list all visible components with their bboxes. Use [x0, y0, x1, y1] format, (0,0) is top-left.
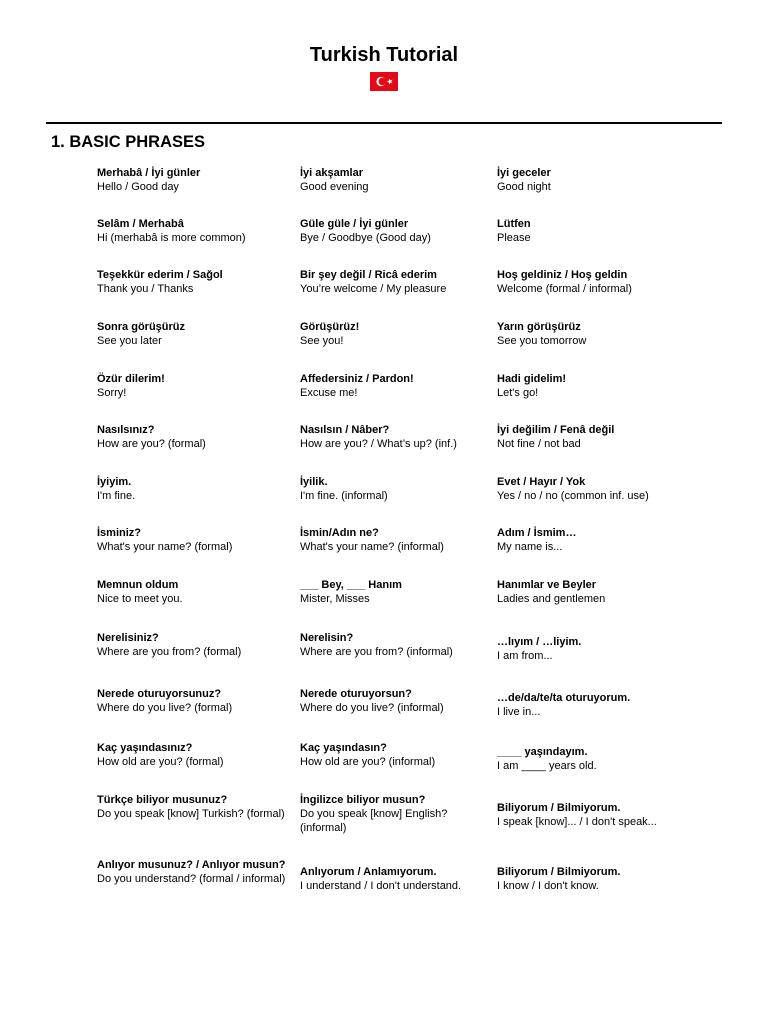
phrase-entry [97, 372, 287, 400]
phrase-english: Do you understand? (formal / informal) [97, 873, 286, 885]
phrase-english: I'm fine. [97, 490, 136, 502]
phrase-entry [300, 475, 490, 503]
phrase-turkish: Nasılsın / Nâber? [300, 424, 390, 436]
phrase-entry [300, 578, 490, 606]
phrase-english: How old are you? (informal) [300, 756, 436, 768]
phrase-turkish: Anlıyor musunuz? / Anlıyor musun? [97, 859, 286, 871]
phrase-english: Hello / Good day [97, 181, 179, 193]
phrase-turkish: İyilik. [300, 476, 328, 488]
phrase-entry [497, 217, 687, 245]
phrase-entry [300, 865, 490, 893]
phrase-turkish: İngilizce biliyor musun? [300, 794, 426, 806]
phrase-turkish: Affedersiniz / Pardon! [300, 373, 414, 385]
phrase-entry [97, 578, 287, 606]
phrase-entry [97, 320, 287, 348]
phrase-turkish: Biliyorum / Bilmiyorum. [497, 802, 621, 814]
phrase-english: What's your name? (formal) [97, 541, 233, 553]
phrase-entry [97, 793, 287, 821]
phrase-turkish: Kaç yaşındasınız? [97, 742, 193, 754]
phrase-entry [497, 691, 687, 719]
phrase-english: See you later [97, 335, 162, 347]
document-title: Turkish Tutorial [309, 44, 459, 66]
phrase-entry [300, 372, 490, 400]
phrase-entry [97, 687, 287, 715]
phrase-english: How are you? / What’s up? (inf.) [300, 438, 457, 450]
phrase-turkish: Hoş geldiniz / Hoş geldin [497, 269, 628, 281]
phrase-english: I am ____ years old. [497, 760, 597, 772]
phrase-turkish: Selâm / Merhabâ [97, 218, 184, 230]
phrase-turkish: İyi akşamlar [300, 167, 363, 179]
phrase-turkish: Nerelisin? [300, 632, 354, 644]
phrase-entry [497, 578, 687, 606]
phrase-entry [97, 631, 287, 659]
phrase-entry [97, 268, 287, 296]
phrase-english: You’re welcome / My pleasure [300, 283, 447, 295]
phrase-english: Do you speak [know] English? (informal) [300, 808, 448, 834]
phrase-english: Thank you / Thanks [97, 283, 194, 295]
phrase-turkish: Biliyorum / Bilmiyorum. [497, 866, 621, 878]
phrase-turkish: Bir şey değil / Ricâ ederim [300, 269, 437, 281]
phrase-entry [300, 687, 490, 715]
phrase-turkish: Güle güle / İyi günler [300, 218, 409, 230]
phrase-entry [497, 475, 687, 503]
phrase-english: Mister, Misses [300, 593, 370, 605]
phrase-english: Ladies and gentlemen [497, 593, 606, 605]
phrase-english: How old are you? (formal) [97, 756, 224, 768]
phrase-turkish: Özür dilerim! [97, 373, 165, 385]
phrase-entry [300, 423, 490, 451]
phrase-english: I understand / I don't understand. [300, 880, 462, 892]
phrase-english: Where are you from? (formal) [97, 646, 242, 658]
phrase-entry [497, 865, 687, 893]
phrase-turkish: İyi geceler [497, 167, 551, 179]
phrase-entry [300, 741, 490, 769]
phrase-entry [97, 166, 287, 194]
phrase-english: My name is... [497, 541, 563, 553]
phrase-turkish: …de/da/te/ta oturuyorum. [497, 692, 631, 704]
phrase-turkish: İyiyim. [97, 476, 132, 488]
phrase-entry [300, 217, 490, 245]
phrase-entry [97, 741, 287, 769]
phrase-turkish: ____ yaşındayım. [497, 746, 588, 758]
turkish-flag-icon [370, 72, 398, 91]
phrase-entry [300, 793, 490, 835]
phrase-entry [497, 526, 687, 554]
phrase-entry [497, 320, 687, 348]
phrase-turkish: Teşekkür ederim / Sağol [97, 269, 223, 281]
phrase-english: Where are you from? (informal) [300, 646, 453, 658]
header-divider [46, 122, 722, 124]
phrase-turkish: Nasılsınız? [97, 424, 155, 436]
phrase-turkish: Adım / İsmim… [497, 527, 577, 539]
phrase-english: What's your name? (informal) [300, 541, 444, 553]
phrase-turkish: Nerelisiniz? [97, 632, 159, 644]
phrase-english: Good night [497, 181, 551, 193]
phrase-english: Let's go! [497, 387, 539, 399]
phrase-entry [497, 268, 687, 296]
phrase-english: Sorry! [97, 387, 127, 399]
phrase-english: Hi (merhabâ is more common) [97, 232, 246, 244]
phrase-english: Nice to meet you. [97, 593, 183, 605]
phrase-english: Where do you live? (formal) [97, 702, 233, 714]
phrase-entry [97, 423, 287, 451]
phrase-turkish: Merhabâ / İyi günler [97, 167, 201, 179]
phrase-entry [97, 526, 287, 554]
phrase-turkish: ___ Bey, ___ Hanım [300, 579, 402, 591]
phrase-english: Excuse me! [300, 387, 358, 399]
phrase-turkish: Sonra görüşürüz [97, 321, 186, 333]
phrase-entry [497, 166, 687, 194]
phrase-entry [497, 801, 687, 829]
phrase-turkish: Memnun oldum [97, 579, 179, 591]
phrase-english: Good evening [300, 181, 369, 193]
phrase-turkish: Kaç yaşındasın? [300, 742, 387, 754]
phrase-turkish: Hanımlar ve Beyler [497, 579, 597, 591]
phrase-turkish: Nerede oturuyorsunuz? [97, 688, 222, 700]
phrase-english: Not fine / not bad [497, 438, 581, 450]
phrase-entry [497, 423, 687, 451]
section-heading: 1. BASIC PHRASES [51, 133, 206, 151]
phrase-turkish: Hadi gidelim! [497, 373, 567, 385]
phrase-english: I live in... [497, 706, 541, 718]
phrase-english: Bye / Goodbye (Good day) [300, 232, 431, 244]
phrase-entry [300, 268, 490, 296]
phrase-turkish: Anlıyorum / Anlamıyorum. [300, 866, 437, 878]
phrase-turkish: İsminiz? [97, 527, 142, 539]
phrase-turkish: İsmin/Adın ne? [300, 527, 379, 539]
phrase-entry [300, 631, 490, 659]
phrase-english: Where do you live? (informal) [300, 702, 444, 714]
phrase-entry [300, 526, 490, 554]
phrase-english: I know / I don't know. [497, 880, 599, 892]
phrase-entry [300, 166, 490, 194]
phrase-english: I speak [know]... / I don't speak... [497, 816, 657, 828]
phrase-english: See you tomorrow [497, 335, 587, 347]
phrase-english: Welcome (formal / informal) [497, 283, 632, 295]
phrase-turkish: Türkçe biliyor musunuz? [97, 794, 228, 806]
phrase-turkish: İyi değilim / Fenâ değil [497, 424, 615, 436]
phrase-english: Yes / no / no (common inf. use) [497, 490, 649, 502]
phrase-entry [97, 217, 287, 245]
phrase-english: I am from... [497, 650, 553, 662]
phrase-english: Do you speak [know] Turkish? (formal) [97, 808, 285, 820]
phrase-english: How are you? (formal) [97, 438, 206, 450]
phrase-turkish: Nerede oturuyorsun? [300, 688, 412, 700]
phrase-entry [497, 372, 687, 400]
phrase-english: See you! [300, 335, 344, 347]
phrase-english: Please [497, 232, 531, 244]
phrase-turkish: Görüşürüz! [300, 321, 360, 333]
phrase-turkish: Yarın görüşürüz [497, 321, 581, 333]
phrase-turkish: …lıyım / …liyim. [497, 636, 582, 648]
phrase-turkish: Lütfen [497, 218, 531, 230]
phrase-entry [497, 635, 687, 663]
phrase-english: I'm fine. (informal) [300, 490, 388, 502]
phrase-entry [97, 475, 287, 503]
phrase-entry [300, 320, 490, 348]
phrase-turkish: Evet / Hayır / Yok [497, 476, 586, 488]
phrase-entry [497, 745, 687, 773]
phrase-entry [97, 858, 287, 886]
